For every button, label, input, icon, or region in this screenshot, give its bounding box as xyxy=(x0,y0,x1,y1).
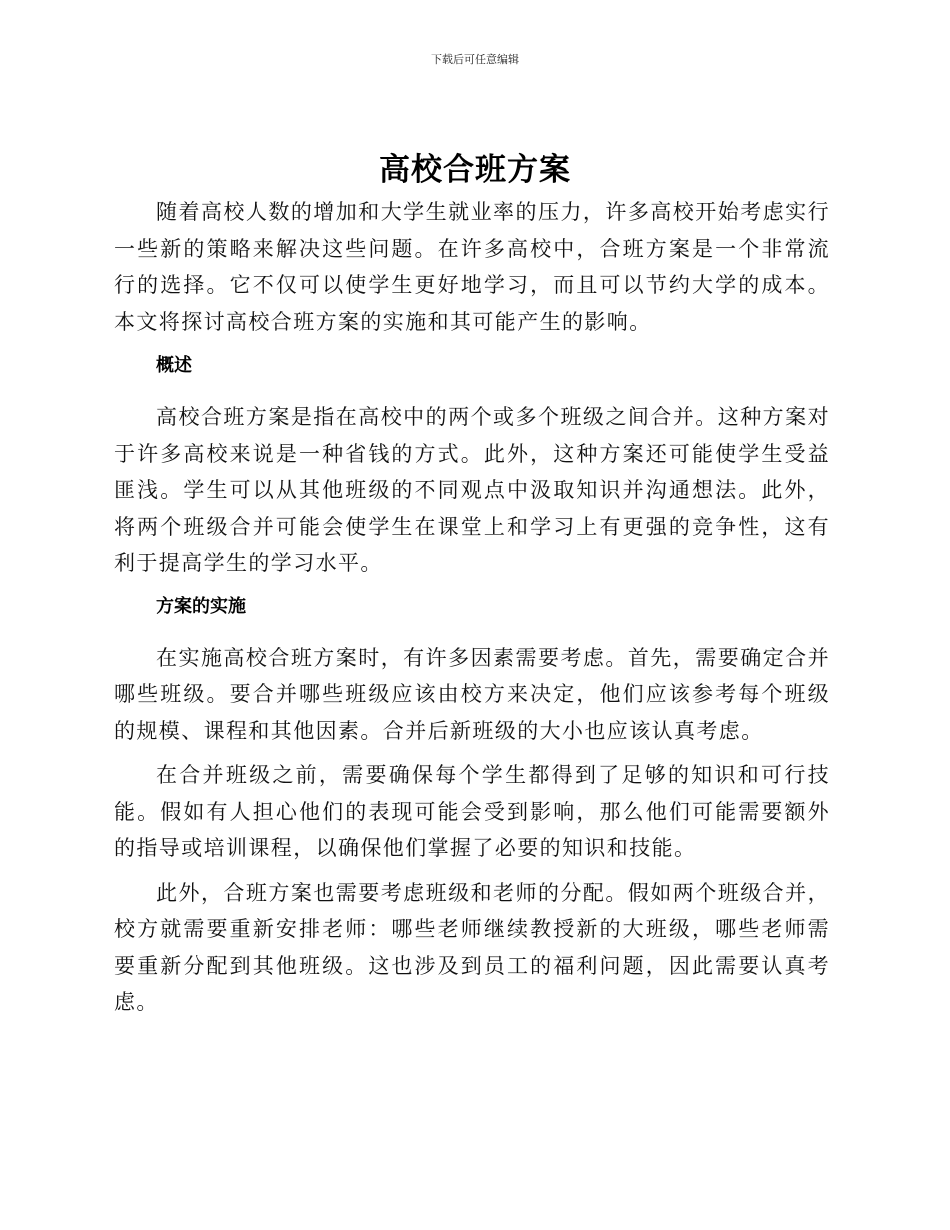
overview-paragraph: 高校合班方案是指在高校中的两个或多个班级之间合并。这种方案对于许多高校来说是一种省钱的方式。此外，这种方案还可能使学生受益匪浅。学生可以从其他班级的不同观点中汲取知识并沟通想法。此外，将两个班级合并可能会使学生在课堂上和学习上有更强的竞争性，这有利于提高学生的学习水平。 xyxy=(114,405,830,575)
document-title: 高校合班方案 xyxy=(379,152,571,188)
overview-heading: 概述 xyxy=(156,355,192,376)
document-body xyxy=(114,194,830,1021)
intro-paragraph: 随着高校人数的增加和大学生就业率的压力，许多高校开始考虑实行一些新的策略来解决这些问题。在许多高校中，合班方案是一个非常流行的选择。它不仅可以使学生更好地学习，而且可以节约大学的成本。本文将探讨高校合班方案的实施和其可能产生的影响。 xyxy=(114,200,830,334)
header-note: 下载后可任意编辑 xyxy=(431,53,519,66)
implementation-paragraph-1: 在实施高校合班方案时，有许多因素需要考虑。首先，需要确定合并哪些班级。要合并哪些班级应该由校方来决定，他们应该参考每个班级的规模、课程和其他因素。合并后新班级的大小也应该认真考虑。 xyxy=(114,645,830,743)
implementation-heading: 方案的实施 xyxy=(156,595,246,617)
implementation-paragraph-2: 在合并班级之前，需要确保每个学生都得到了足够的知识和可行技能。假如有人担心他们的表现可能会受到影响，那么他们可能需要额外的指导或培训课程，以确保他们掌握了必要的知识和技能。 xyxy=(114,763,830,860)
implementation-paragraph-3: 此外，合班方案也需要考虑班级和老师的分配。假如两个班级合并，校方就需要重新安排老师：哪些老师继续教授新的大班级，哪些老师需要重新分配到其他班级。这也涉及到员工的福利问题，因此需要认真考虑。 xyxy=(114,880,830,1014)
